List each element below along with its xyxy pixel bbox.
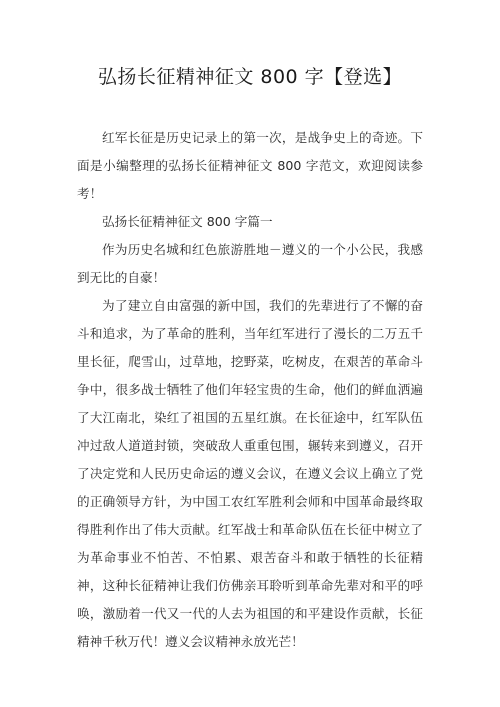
body-paragraph: 为了建立自由富强的新中国，我们的先辈进行了不懈的奋斗和追求，为了革命的胜利，当年红军进行了漫长的二万五千里长征，爬雪山，过草地，挖野菜，吃树皮，在艰苦的革命斗争中，很多战士牺牲了他们年轻宝贵的生命，他们的鲜血洒遍了大江南北，染红了祖国的五星红旗。在长征途中，红军队伍冲过敌人道道封锁，突破敌人重重包围，辗转来到遵义，召开了决定党和人民历史命运的遵义会议，在遵义会议上确立了党的正确领导方针，为中国工农红军胜利会师和中国革命最终取得胜利作出了伟大贡献。红军战士和革命队伍在长征中树立了为革命事业不怕苦、不怕累、艰苦奋斗和敢于牺牲的长征精神，这种长征精神让我们仿佛亲耳聆听到革命先辈对和平的呼唤，激励着一代又一代的人去为祖国的和平建设作贡献，长征精神千秋万代！遵义会议精神永放光芒！ [77,298,423,649]
body-paragraph: 作为历史名城和红色旅游胜地－遵义的一个小公民，我感到无比的自豪！ [77,242,423,285]
document-title: 弘扬长征精神征文 800 字【登选】 [97,66,403,88]
document-body [77,124,423,656]
section-heading: 弘扬长征精神征文 800 字篇一 [102,214,273,229]
intro-paragraph: 红军长征是历史记录上的第一次，是战争史上的奇迹。下面是小编整理的弘扬长征精神征文 800 字范文，欢迎阅读参考！ [77,130,423,201]
